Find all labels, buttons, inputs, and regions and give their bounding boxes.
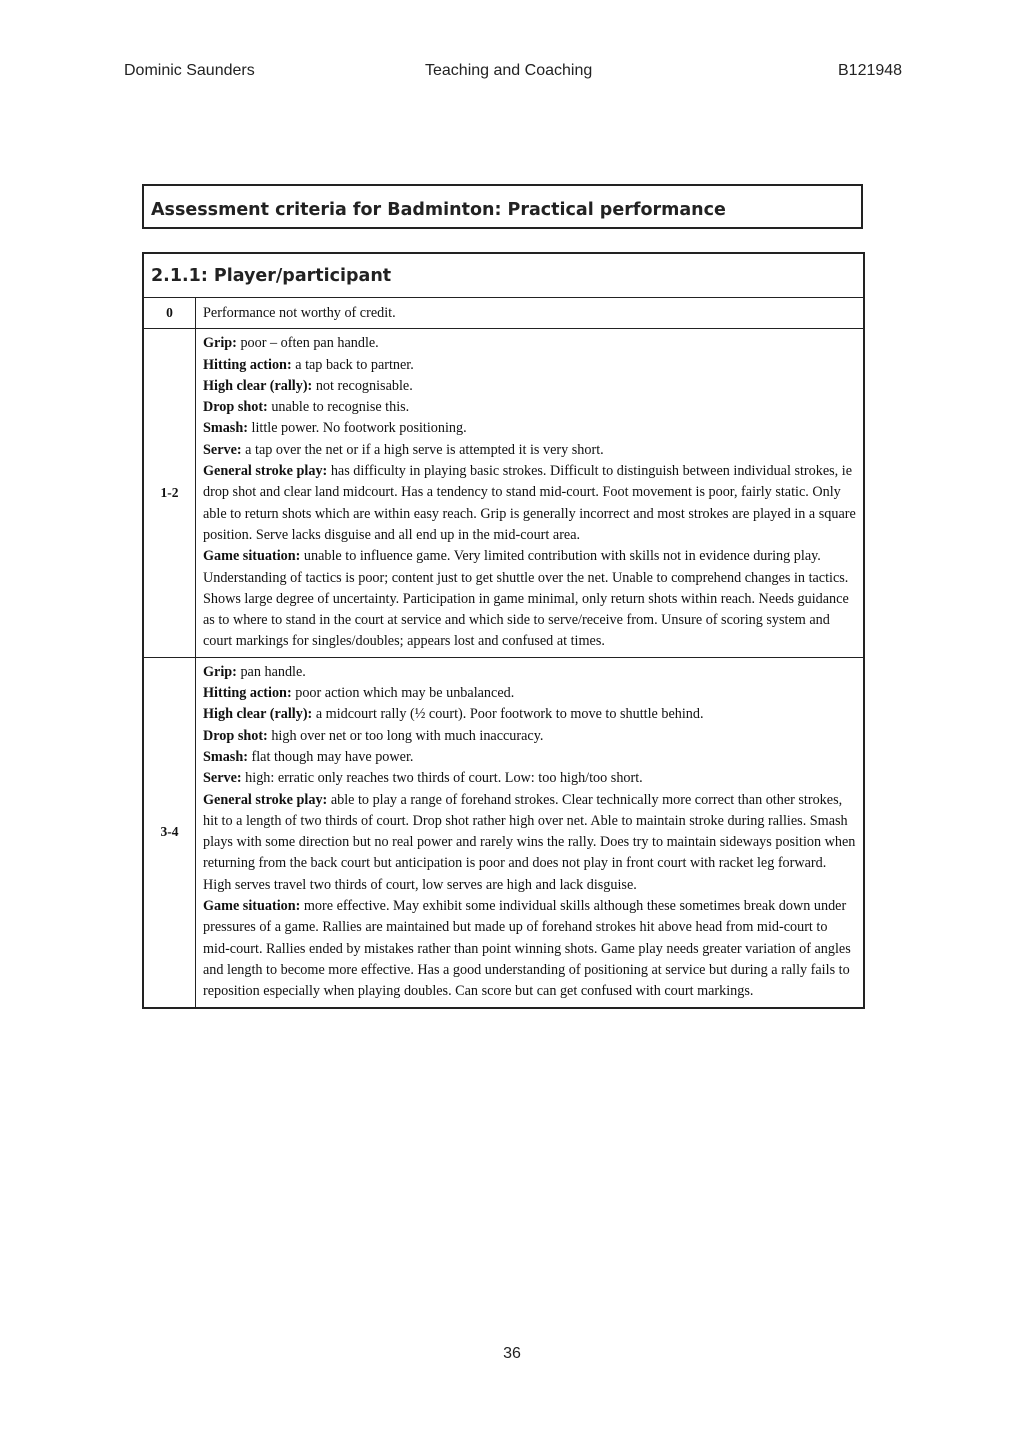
page-number: 36 xyxy=(503,1345,521,1362)
criteria-text: a tap over the net or if a high serve is attempted it is very short. xyxy=(241,441,604,458)
assessment-title: Assessment criteria for Badminton: Practical performance xyxy=(151,200,726,220)
criteria-text: high: erratic only reaches two thirds of court. Low: too high/too short. xyxy=(241,770,643,787)
criteria-item xyxy=(203,662,857,683)
criteria-item xyxy=(203,683,857,704)
criteria-item xyxy=(203,896,857,1002)
criteria-label: Drop shot: xyxy=(203,399,268,416)
criteria-item xyxy=(203,461,857,546)
criteria-label: Smash: xyxy=(203,420,248,437)
criteria-item xyxy=(203,355,857,376)
criteria-text: a midcourt rally (½ court). Poor footwork to move to shuttle behind. xyxy=(312,706,704,723)
criteria-text: unable to influence game. Very limited contribution with skills not in evidence during play. Understanding of tactics is poor; content just to get shuttle over the net. Unable to comprehend changes in tactics. Shows large degree of uncertainty. Participation in game minimal, only return shots within reach. Needs guidance as to where to stand in the court at service and which side to serve/receive from. Unsure of scoring system and court markings for singles/doubles; appears lost and confused at times. xyxy=(203,548,849,650)
criteria-label: Smash: xyxy=(203,748,248,765)
criteria-table xyxy=(142,252,865,1009)
criteria-label: High clear (rally): xyxy=(203,706,313,723)
criteria-text: pan handle. xyxy=(236,663,306,680)
criteria-label: Drop shot: xyxy=(203,727,268,744)
criteria-text: poor action which may be unbalanced. xyxy=(291,685,515,702)
criteria-item xyxy=(203,440,857,461)
criteria-label: High clear (rally): xyxy=(203,377,313,394)
score-cell: 0 xyxy=(143,298,196,329)
criteria-item xyxy=(203,397,857,418)
criteria-label: Hitting action: xyxy=(203,356,292,373)
criteria-row-1-2 xyxy=(143,329,864,657)
criteria-label: Serve: xyxy=(203,441,242,458)
criteria-text: able to play a range of forehand strokes. Clear technically more correct than other strokes, hit to a length of two thirds of court. Drop shot rather high over net. Able to maintain stroke during rallies. Smash plays with some direction but no real power and rarely wins the rally. Does try to maintain sideways position when returning from the back court but anticipation is poor and does not play in front court with racket leg forward. High serves travel two thirds of court, low serves are high and lack disguise. xyxy=(203,791,856,893)
section-header-row xyxy=(143,253,864,298)
criteria-item xyxy=(203,768,857,789)
criteria-text: Performance not worthy of credit. xyxy=(203,305,396,321)
criteria-item xyxy=(203,333,857,354)
criteria-label: Hitting action: xyxy=(203,685,292,702)
section-title: 2.1.1: Player/participant xyxy=(143,253,864,298)
criteria-text: a tap back to partner. xyxy=(291,356,414,373)
criteria-item xyxy=(203,747,857,768)
criteria-item xyxy=(203,726,857,747)
criteria-item xyxy=(203,546,857,652)
header-student-id: B121948 xyxy=(838,62,903,79)
criteria-text: flat though may have power. xyxy=(247,748,414,765)
criteria-text: little power. No footwork positioning. xyxy=(247,420,467,437)
score-cell: 1-2 xyxy=(143,329,196,657)
criteria-label: Serve: xyxy=(203,770,242,787)
criteria-text: has difficulty in playing basic strokes. Difficult to distinguish between individual strokes, ie drop shot and clear land midcourt. Has a tendency to stand mid-court. Foot movement is poor, fairly static. Only able to return shots which are within easy reach. Grip is generally incorrect and most strokes are played in a square position. Serve lacks disguise and all end up in the mid-court area. xyxy=(203,463,856,543)
criteria-row-0 xyxy=(143,298,864,329)
criteria-item xyxy=(203,418,857,439)
assessment-title-box xyxy=(142,184,863,229)
criteria-item xyxy=(203,376,857,397)
criteria-item xyxy=(203,704,857,725)
criteria-text: more effective. May exhibit some individual skills although these sometimes break down under pressures of a game. Rallies are maintained but made up of forehand strokes hit above head from mid-court to mid-court. Rallies ended by mistakes rather than point winning shots. Game play needs greater variation of angles and length to become more effective. Has a good understanding of positioning at service but during a rally fails to reposition especially when playing doubles. Can score but can get confused with court markings. xyxy=(203,898,851,1000)
criteria-label: Game situation: xyxy=(203,548,301,565)
criteria-text: high over net or too long with much inaccuracy. xyxy=(267,727,544,744)
criteria-text: poor – often pan handle. xyxy=(236,335,379,352)
criteria-label: General stroke play: xyxy=(203,463,328,480)
criteria-text: unable to recognise this. xyxy=(267,399,410,416)
criteria-label: General stroke play: xyxy=(203,791,328,808)
criteria-label: Grip: xyxy=(203,663,237,680)
description-cell xyxy=(196,298,865,329)
header-course: Teaching and Coaching xyxy=(425,62,593,79)
criteria-item xyxy=(203,790,857,896)
description-cell xyxy=(196,657,865,1007)
criteria-text: not recognisable. xyxy=(312,377,413,394)
description-cell xyxy=(196,329,865,657)
header-author: Dominic Saunders xyxy=(124,62,255,79)
score-cell: 3-4 xyxy=(143,657,196,1007)
criteria-row-3-4 xyxy=(143,657,864,1007)
criteria-label: Grip: xyxy=(203,335,237,352)
criteria-label: Game situation: xyxy=(203,898,301,915)
